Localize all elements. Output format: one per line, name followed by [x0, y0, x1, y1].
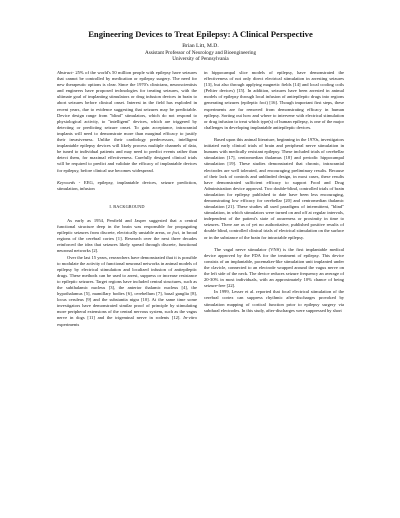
right-column [204, 70, 344, 328]
background-paragraph-1 [57, 218, 197, 255]
section-heading: I. BACKGROUND [109, 203, 145, 209]
keywords-label: Keywords [57, 179, 76, 185]
affiliation-line-1: Assistant Professor of Neurology and Bioengineering [144, 49, 257, 56]
abstract-text: 25% of the world's 50 million people with epilepsy have seizures that cannot be controlled by medication or epilepsy surgery. The need for new therapeutic options is clear. Since the 1970's clinicians, neuroscientists and engineers have proposed technologies for treating seizures, with the ultimate goal of implanting stimulators or drug infusion devices in brain to abort seizures before clinical onset. Interest in the field has exploded in recent years, due to evidence suggesting that seizures may be predictable. Device design range from "blind" stimulators, which do not respond to physiological activity, to "intelligent" devices, which are triggered by detecting or predicting seizure onset. To gain acceptance, intracranial implants will need to demonstrate more than marginal efficacy to justify their invasiveness. Unlike their cardiology predecessors, intelligent implantable epilepsy devices will likely process multiple channels of data, be tuned to individual patients and may need to predict events rather than detect them, for maximal effectiveness. Carefully designed clinical trials will be required to predict and validate the efficacy of implantable devices for epilepsy, before clinical use becomes widespread. [57, 70, 197, 173]
left-column [57, 70, 197, 328]
text-run-italic: In-vitro [183, 315, 197, 321]
text-run: Over the last 15 years, researchers have demonstrated that it is possible to modulate the activity of functional neuronal networks in animal models of epilepsy by electrical stimulation and localized infusion of antiepileptic drugs. These methods can be used to arrest, suppress or increase resistance to epileptic seizures. Target regions have included central structures, such as the subthalamic nucleus [3], the anterior thalamic nucleus [4], the hypothalamus [5], mamillary bodies [6], cerebellum [7], basal ganglia [8], locus ceruleus [9] and the substantia nigra [10]. At the same time some investigators have demonstrated similar proof of principle by stimulating more peripheral extensions of the central nervous system, such as the vagus nerve in dogs [11] and the trigeminal nerve in rodents [12]. [57, 254, 197, 321]
body-paragraph-clinical-trials: Based upon this animal literature, beginning in the 1970s, investigators initiated early clinical trials of brain and peripheral nerve stimulation in humans with medically resistant epilepsy. These included trials of cerebellar stimulation [17], centromedian thalamus [18] and periodic hippocampal stimulation [19]. These studies demonstrated that chronic, intracranial electrodes are well tolerated, and encouraging preliminary results. Because of their lack of controls and unblinded design, in most cases, these results have demonstrated sufficient efficacy to support Food and Drug Administration device approval. Two double-blind, controlled trials of brain stimulation for epilepsy published to date have been less encouraging, demonstrating low efficacy for cerebellar [20] and centromedian thalamic stimulation [21]. These studies all used paradigms of intermittent, "blind" stimulation, in which stimulators were turned on and off at regular intervals, independent of the patient's state of awareness or proximity in time to seizures. There are as of yet no authoritative, published positive results of double blind, controlled clinical trials of electrical stimulation on the surface or in the substance of the brain for intractable epilepsy. [204, 137, 344, 240]
text-run: experiments [57, 321, 80, 327]
background-paragraph-2 [57, 255, 197, 328]
body-paragraph-lesser: In 1999, Lesser et al. reported that focal electrical stimulation of the cerebral cortex can suppress rhythmic after-discharges provoked by stimulation mapping of cortical function prior to epilepsy surgery via subdural electrodes. In this study, after-discharges were suppressed by short [204, 289, 344, 313]
affiliation-line-2: University of Pennsylvania [172, 55, 229, 62]
author-name: Brian Litt, M.D. [182, 43, 219, 49]
body-paragraph-continued: in hippocampal slice models of epilepsy, have demonstrated the effectiveness of not only direct electrical stimulation in arresting seizures [13], but also through applying magnetic fields [14] and local cooling coils (Peltier devices) [15]. In addition, seizures have been arrested in animal models of epilepsy through local infusion of antiepileptic drugs into regions generating seizures (epileptic foci) [16]. Though important first steps, these experiments are far removed from demonstrating efficacy in human epilepsy. Sorting out how and where to intervene with electrical stimulation or drug infusion to treat which type(s) of human epilepsy, is one of the major challenges in developing implantable antiepileptic devices. [204, 70, 344, 130]
abstract-label: Abstract- [57, 70, 74, 75]
body-paragraph-vns: The vagal nerve stimulator (VNS) is the first implantable medical device approved by the FDA for the treatment of epilepsy. This device consists of an implantable, pacemaker-like stimulation unit implanted under the clavicle, connected to an electrode wrapped around the vagus nerve on the left side of the neck. The device reduces seizure frequency an average of 20-30% in most individuals, with an approximately 10% chance of being seizure-free [22]. [204, 246, 344, 289]
paper-title: Engineering Devices to Treat Epilepsy: A Clinical Perspective [88, 29, 313, 39]
text-run-italic: foci [172, 230, 180, 236]
text-run: , in broad regions of the cerebral cortex [1]. Research over the next three decades reinforced the idea that seizures likely spread through discrete, functional neuronal networks [2]. [57, 230, 197, 254]
keywords-text: - EEG, epilepsy, implantable devices, seizure prediction, stimulation, infusion [57, 179, 197, 191]
two-column-body [57, 70, 344, 328]
text-run: As early as 1954, Penfield and Jasper suggested that a central functional structure deep in the brain was responsible for propagating epileptic seizures from discrete, electrically unstable areas, or [57, 217, 197, 236]
keywords [57, 180, 197, 192]
abstract [57, 70, 197, 174]
